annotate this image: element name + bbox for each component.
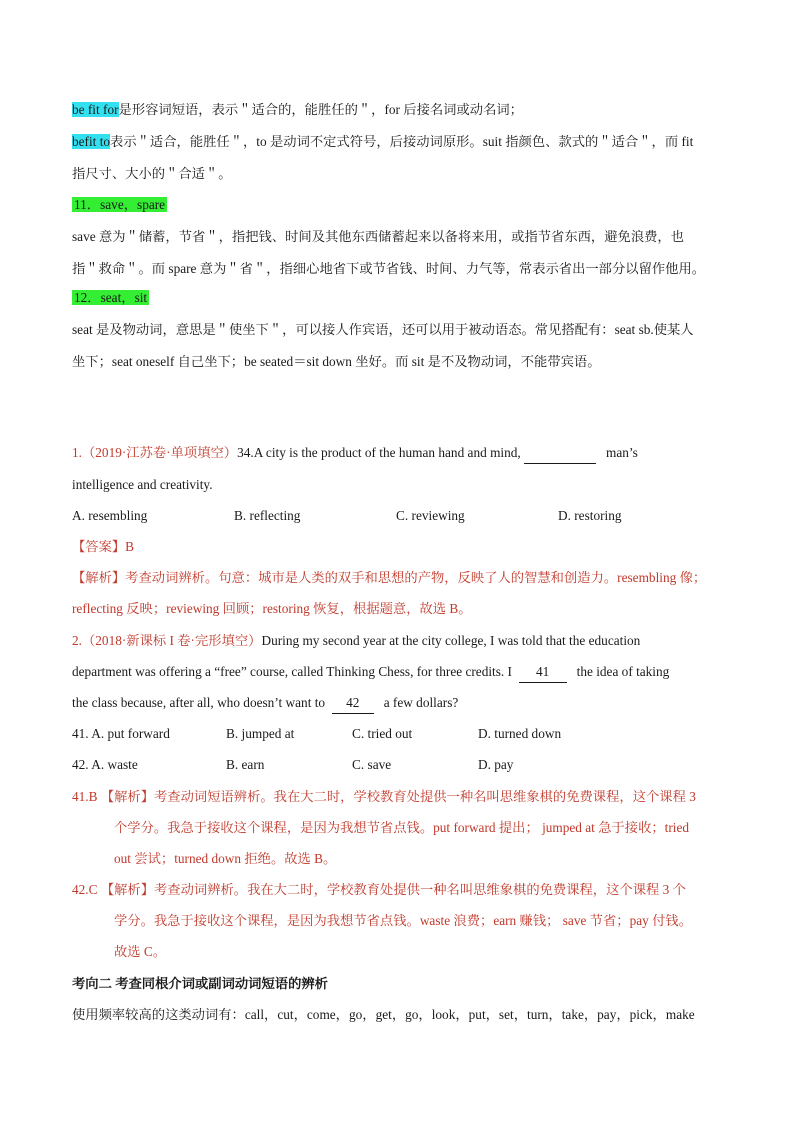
q2-42-option-c: C. save <box>352 757 392 772</box>
note-text: 是形容词短语，表示＂适合的，能胜任的＂，for 后接名词或动名词； <box>118 102 523 117</box>
q1-option-c: C. reviewing <box>396 508 465 523</box>
q2-41-analysis-line2: 个学分。我急于接收这个课程，是因为我想节省点钱。put forward 提出； jumped at 急于接收；tried <box>114 820 690 835</box>
q2-blank-42: 42 <box>332 693 374 714</box>
q2-stem: a few dollars? <box>383 695 459 710</box>
q1-blank <box>524 443 596 464</box>
q2-42-analysis-line3: 故选 C。 <box>114 944 167 959</box>
highlight-term: befit to <box>72 134 111 149</box>
q2-41-analysis-line1: 41.B 【解析】考查动词短语辨析。我在大二时，学校教育处提供一种名叫思维象棋的免费课程，这个课程 3 <box>72 789 696 804</box>
heading-11 <box>72 195 167 215</box>
q2-stem: During my second year at the city college, I was told that the education <box>261 633 641 648</box>
note-seat-line2: 坐下；seat oneself 自己坐下；be seated＝sit down 坐好。而 sit 是不及物动词，不能带宾语。 <box>72 354 601 369</box>
q2-source: 2.（2018·新课标 I 卷·完形填空） <box>72 633 262 648</box>
q1-analysis-line1: 【解析】考查动词辨析。句意：城市是人类的双手和思想的产物，反映了人的智慧和创造力。resembling 像； <box>72 570 707 585</box>
q2-stem: department was offering a “free” course, called Thinking Chess, for three credits. I <box>72 664 512 679</box>
note-befit-to <box>72 132 693 152</box>
q2-42-analysis-line2: 学分。我急于接收这个课程，是因为我想节省点钱。waste 浪费；earn 赚钱； save 节省；pay 付钱。 <box>114 913 692 928</box>
q1-stem-line2: intelligence and creativity. <box>72 477 213 492</box>
q2-stem-line2 <box>72 662 669 683</box>
q2-blank-41: 41 <box>519 662 567 683</box>
q1-answer: 【答案】B <box>72 539 135 554</box>
q1-stem: 34.A city is the product of the human hand and mind, <box>237 445 521 460</box>
q2-41-option-c: C. tried out <box>352 726 413 741</box>
q1-option-b: B. reflecting <box>234 508 301 523</box>
q2-41-option-a: 41. A. put forward <box>72 726 170 741</box>
note-be-fit-for <box>72 100 523 120</box>
q2-42-analysis-line1: 42.C 【解析】考查动词辨析。我在大二时，学校教育处提供一种名叫思维象棋的免费课程，这个课程 3 个 <box>72 882 686 897</box>
q1-stem-line1 <box>72 443 638 464</box>
q2-stem-line1 <box>72 631 640 651</box>
q2-42-option-b: B. earn <box>226 757 265 772</box>
note-text-continued: 指尺寸、大小的＂合适＂。 <box>72 166 232 181</box>
q1-option-a: A. resembling <box>72 508 148 523</box>
q2-stem: the idea of taking <box>576 664 670 679</box>
heading-12 <box>72 288 149 308</box>
highlight-heading: 12．seat，sit <box>74 290 148 305</box>
section-heading: 考向二 考查同根介词或副词动词短语的辨析 <box>72 976 328 991</box>
q2-stem: the class because, after all, who doesn’t want to <box>72 695 326 710</box>
note-save-line1: save 意为＂储蓄，节省＂，指把钱、时间及其他东西储蓄起来以备将来用，或指节省东西，避免浪费，也 <box>72 229 685 244</box>
note-save-line2: 指＂救命＂。而 spare 意为＂省＂，指细心地省下或节省钱、时间、力气等，常表示省出一部分以留作他用。 <box>72 261 706 276</box>
note-text: 表示＂适合，能胜任＂，to 是动词不定式符号，后接动词原形。suit 指颜色、款式的＂适合＂，而 fit <box>110 134 694 149</box>
q1-stem-end: man’s <box>606 445 638 460</box>
highlight-term: be fit for <box>72 102 119 117</box>
q2-42-option-a: 42. A. waste <box>72 757 138 772</box>
q1-option-d: D. restoring <box>558 508 622 523</box>
q2-42-option-d: D. pay <box>478 757 514 772</box>
q1-source: 1.（2019·江苏卷·单项填空） <box>72 445 238 460</box>
section-text-line1: 使用频率较高的这类动词有：call，cut，come，go，get，go，look，put，set，turn，take，pay，pick，make <box>72 1007 695 1022</box>
q1-analysis-line2: reflecting 反映；reviewing 回顾；restoring 恢复，根据题意，故选 B。 <box>72 601 472 616</box>
highlight-heading: 11．save，spare <box>74 197 166 212</box>
q2-41-analysis-line3: out 尝试；turned down 拒绝。故选 B。 <box>114 851 337 866</box>
q2-41-option-b: B. jumped at <box>226 726 295 741</box>
q2-stem-line3 <box>72 693 458 714</box>
q2-41-option-d: D. turned down <box>478 726 562 741</box>
note-seat-line1: seat 是及物动词，意思是＂使坐下＂，可以接人作宾语，还可以用于被动语态。常见搭配有：seat sb.使某人 <box>72 322 694 337</box>
